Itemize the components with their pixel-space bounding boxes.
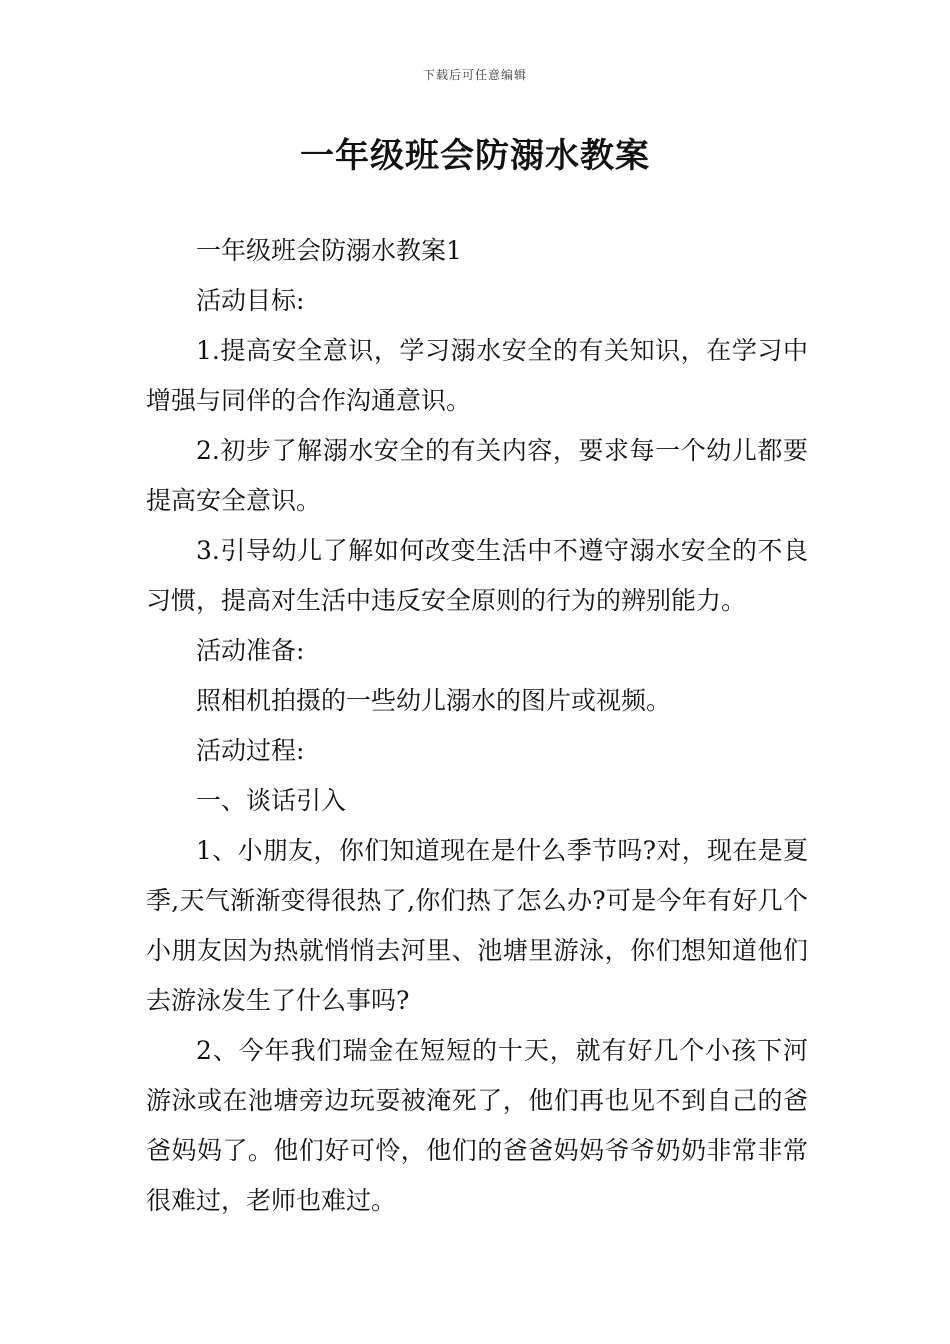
paragraph-goal-3: 3.引导幼儿了解如何改变生活中不遵守溺水安全的不良习惯，提高对生活中违反安全原则的行为的辨别能力。 xyxy=(146,536,808,615)
document-title: 一年级班会防溺水教案 xyxy=(300,136,650,176)
header-note: 下载后可任意编辑 xyxy=(422,68,527,82)
paragraph-goals-label: 活动目标: xyxy=(196,286,305,315)
paragraph-section-heading: 一年级班会防溺水教案1 xyxy=(196,236,462,265)
paragraph-goal-1: 1.提高安全意识，学习溺水安全的有关知识，在学习中增强与同伴的合作沟通意识。 xyxy=(146,336,808,415)
paragraph-step-2: 2、今年我们瑞金在短短的十天，就有好几个小孩下河游泳或在池塘旁边玩耍被淹死了，他们再也见不到自己的爸爸妈妈了。他们好可怜，他们的爸爸妈妈爷爷奶奶非常非常很难过，老师也难过。 xyxy=(146,1036,808,1215)
paragraph-prep-content: 照相机拍摄的一些幼儿溺水的图片或视频。 xyxy=(196,686,672,715)
paragraph-prep-label: 活动准备: xyxy=(196,636,305,665)
paragraph-goal-2: 2.初步了解溺水安全的有关内容，要求每一个幼儿都要提高安全意识。 xyxy=(146,436,808,515)
paragraph-step-heading: 一、谈话引入 xyxy=(196,786,347,815)
document-body xyxy=(146,226,808,1226)
paragraph-process-label: 活动过程: xyxy=(196,736,305,765)
paragraph-step-1: 1、小朋友，你们知道现在是什么季节吗?对，现在是夏季,天气渐渐变得很热了,你们热了怎么办?可是今年有好几个小朋友因为热就悄悄去河里、池塘里游泳，你们想知道他们去游泳发生了什么事吗? xyxy=(146,836,808,1015)
